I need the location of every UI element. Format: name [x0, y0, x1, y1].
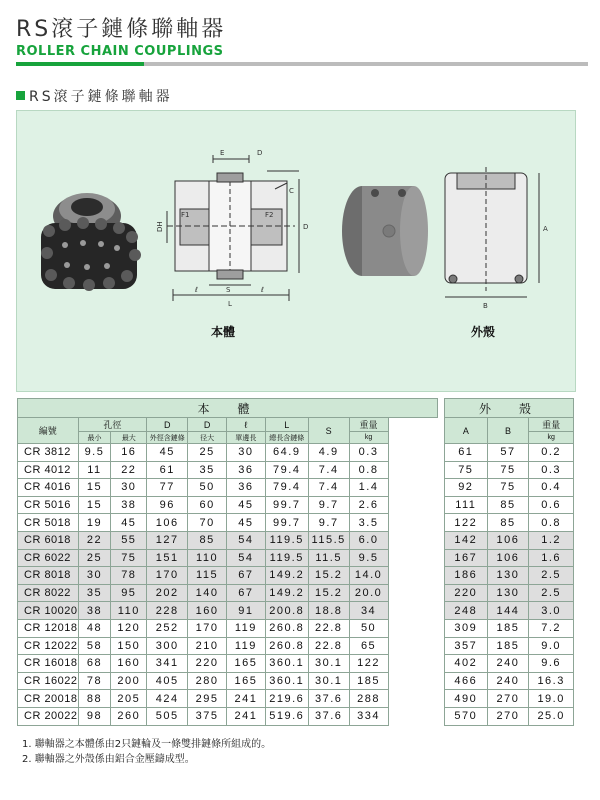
- cell-S: 37.6: [308, 690, 349, 708]
- page-title-cn: RS滾子鏈條聯軸器: [16, 17, 227, 42]
- cell-D: 252: [147, 619, 188, 637]
- title-divider-accent: [16, 62, 144, 66]
- table-row: [445, 531, 574, 549]
- cell-B: 106: [487, 549, 529, 567]
- cell-A: 309: [445, 619, 488, 637]
- table-row: [18, 549, 438, 567]
- cell-l: 165: [226, 672, 265, 690]
- cell-bore-max: 120: [111, 619, 147, 637]
- cell-B: 240: [487, 672, 529, 690]
- cell-shell-weight: 0.8: [529, 514, 574, 532]
- cell-B: 185: [487, 637, 529, 655]
- cell-L: 99.7: [265, 514, 308, 532]
- coupling-photo: [41, 193, 141, 291]
- dim-A: A: [543, 225, 548, 233]
- section-title-text: RS滾子鏈條聯軸器: [29, 89, 173, 105]
- cell-shell-weight: 1.6: [529, 549, 574, 567]
- cell-D: 77: [147, 479, 188, 497]
- cell-S: 37.6: [308, 707, 349, 725]
- cell-shell-weight: 9.0: [529, 637, 574, 655]
- table-row: [445, 514, 574, 532]
- cell-shell-weight: 0.2: [529, 444, 574, 462]
- cell-DH: 220: [188, 655, 227, 673]
- table-row: [445, 496, 574, 514]
- table-row: [445, 707, 574, 725]
- cell-bore-min: 22: [78, 531, 111, 549]
- table-row: [18, 584, 438, 602]
- cell-D: 341: [147, 655, 188, 673]
- cell-DH: 160: [188, 602, 227, 620]
- table-row: [18, 655, 438, 673]
- body-label: 本體: [211, 325, 236, 339]
- header-DH-letter: D: [188, 418, 227, 432]
- cell-DH: 115: [188, 567, 227, 585]
- cell-A: 220: [445, 584, 488, 602]
- cell-l: 241: [226, 690, 265, 708]
- cell-bore-min: 38: [78, 602, 111, 620]
- cell-DH: 170: [188, 619, 227, 637]
- cell-bore-max: 95: [111, 584, 147, 602]
- cell-bore-max: 205: [111, 690, 147, 708]
- cell-A: 466: [445, 672, 488, 690]
- cell-shell-weight: 3.0: [529, 602, 574, 620]
- cell-D: 424: [147, 690, 188, 708]
- cell-bore-max: 30: [111, 479, 147, 497]
- cell-DH: 35: [188, 461, 227, 479]
- cell-D: 61: [147, 461, 188, 479]
- table-row: [18, 619, 438, 637]
- table-row: [445, 549, 574, 567]
- cell-model: CR 8022: [18, 584, 79, 602]
- table-row: [445, 637, 574, 655]
- cell-bore-max: 55: [111, 531, 147, 549]
- cell-weight: 34: [349, 602, 388, 620]
- table-row: [18, 602, 438, 620]
- header-D-desc: 外徑含鏈條: [147, 432, 188, 444]
- cell-D: 45: [147, 444, 188, 462]
- cell-DH: 70: [188, 514, 227, 532]
- cell-bore-min: 25: [78, 549, 111, 567]
- cell-A: 92: [445, 479, 488, 497]
- note-2: 2. 聯軸器之外殼係由鋁合金壓鑄成型。: [22, 754, 195, 765]
- cell-bore-max: 38: [111, 496, 147, 514]
- cell-B: 144: [487, 602, 529, 620]
- cell-l: 36: [226, 461, 265, 479]
- cell-model: CR 16022: [18, 672, 79, 690]
- cell-model: CR 6022: [18, 549, 79, 567]
- cell-S: 22.8: [308, 619, 349, 637]
- cell-L: 260.8: [265, 637, 308, 655]
- cell-l: 45: [226, 514, 265, 532]
- cell-l: 67: [226, 567, 265, 585]
- header-l-letter: ℓ: [226, 418, 265, 432]
- cell-weight: 3.5: [349, 514, 388, 532]
- cell-S: 7.4: [308, 461, 349, 479]
- cell-DH: 375: [188, 707, 227, 725]
- dim-C: C: [289, 187, 294, 195]
- cell-DH: 295: [188, 690, 227, 708]
- cell-S: 11.5: [308, 549, 349, 567]
- table-row: [445, 479, 574, 497]
- cell-S: 22.8: [308, 637, 349, 655]
- cell-L: 99.7: [265, 496, 308, 514]
- header-S: S: [308, 418, 349, 444]
- cell-bore-min: 78: [78, 672, 111, 690]
- cell-A: 167: [445, 549, 488, 567]
- cell-B: 75: [487, 461, 529, 479]
- cell-D: 228: [147, 602, 188, 620]
- cell-S: 9.7: [308, 514, 349, 532]
- cell-S: 15.2: [308, 584, 349, 602]
- header-bore-max: 最大: [111, 432, 147, 444]
- cell-S: 4.9: [308, 444, 349, 462]
- cell-shell-weight: 0.6: [529, 496, 574, 514]
- cell-B: 85: [487, 514, 529, 532]
- header-L-letter: L: [265, 418, 308, 432]
- cell-A: 142: [445, 531, 488, 549]
- cell-l: 119: [226, 619, 265, 637]
- cell-L: 360.1: [265, 655, 308, 673]
- table-row: [445, 567, 574, 585]
- cell-weight: 0.8: [349, 461, 388, 479]
- table-row: [18, 461, 438, 479]
- shell-section-drawing: [445, 167, 539, 297]
- table-row: [18, 637, 438, 655]
- table-row: [445, 444, 574, 462]
- cell-D: 151: [147, 549, 188, 567]
- cell-D: 505: [147, 707, 188, 725]
- table-row: [18, 672, 438, 690]
- cell-B: 57: [487, 444, 529, 462]
- cell-model: CR 12018: [18, 619, 79, 637]
- group-header-body: 本 體: [18, 399, 438, 418]
- cell-L: 119.5: [265, 549, 308, 567]
- notes: [22, 737, 271, 767]
- header-DH-desc: 径大: [188, 432, 227, 444]
- cell-S: 7.4: [308, 479, 349, 497]
- cell-shell-weight: 2.5: [529, 584, 574, 602]
- cell-bore-min: 15: [78, 479, 111, 497]
- cell-l: 91: [226, 602, 265, 620]
- cell-S: 115.5: [308, 531, 349, 549]
- cell-l: 54: [226, 531, 265, 549]
- cell-A: 402: [445, 655, 488, 673]
- table-row: [445, 619, 574, 637]
- cell-S: 15.2: [308, 567, 349, 585]
- cell-DH: 85: [188, 531, 227, 549]
- cell-model: CR 8018: [18, 567, 79, 585]
- cell-bore-max: 260: [111, 707, 147, 725]
- cell-DH: 210: [188, 637, 227, 655]
- cell-weight: 2.6: [349, 496, 388, 514]
- header-bore: 孔徑: [78, 418, 147, 432]
- cell-bore-min: 30: [78, 567, 111, 585]
- cell-B: 85: [487, 496, 529, 514]
- cell-bore-max: 22: [111, 461, 147, 479]
- cell-DH: 50: [188, 479, 227, 497]
- cell-shell-weight: 25.0: [529, 707, 574, 725]
- cell-model: CR 5016: [18, 496, 79, 514]
- table-row: [18, 479, 438, 497]
- cell-bore-max: 150: [111, 637, 147, 655]
- header-D-letter: D: [147, 418, 188, 432]
- group-header-shell: 外 殼: [445, 399, 574, 418]
- product-figure: [16, 110, 576, 392]
- cell-B: 240: [487, 655, 529, 673]
- dim-B: B: [483, 302, 488, 310]
- cell-weight: 14.0: [349, 567, 388, 585]
- cell-B: 106: [487, 531, 529, 549]
- table-row: [445, 602, 574, 620]
- cell-A: 248: [445, 602, 488, 620]
- cell-A: 111: [445, 496, 488, 514]
- dim-S: S: [226, 286, 231, 294]
- table-row: [18, 531, 438, 549]
- cell-L: 149.2: [265, 584, 308, 602]
- header-weight-unit: kg: [349, 432, 388, 444]
- cell-l: 119: [226, 637, 265, 655]
- cell-shell-weight: 7.2: [529, 619, 574, 637]
- table-row: [445, 672, 574, 690]
- cell-D: 96: [147, 496, 188, 514]
- dim-E: E: [220, 149, 225, 157]
- cell-bore-min: 58: [78, 637, 111, 655]
- cell-L: 360.1: [265, 672, 308, 690]
- cell-D: 170: [147, 567, 188, 585]
- cell-bore-min: 15: [78, 496, 111, 514]
- cell-S: 9.7: [308, 496, 349, 514]
- cell-A: 357: [445, 637, 488, 655]
- cell-weight: 20.0: [349, 584, 388, 602]
- cell-L: 149.2: [265, 567, 308, 585]
- cell-A: 61: [445, 444, 488, 462]
- cell-bore-max: 110: [111, 602, 147, 620]
- cell-A: 122: [445, 514, 488, 532]
- cell-shell-weight: 1.2: [529, 531, 574, 549]
- cell-L: 219.6: [265, 690, 308, 708]
- dim-l-left: ℓ: [195, 286, 198, 294]
- cell-model: CR 20022: [18, 707, 79, 725]
- table-row: [18, 514, 438, 532]
- cell-bore-min: 98: [78, 707, 111, 725]
- header-shell-weight: 重量: [529, 418, 574, 432]
- header-bore-min: 最小: [78, 432, 111, 444]
- cell-weight: 50: [349, 619, 388, 637]
- cell-L: 79.4: [265, 461, 308, 479]
- cell-L: 64.9: [265, 444, 308, 462]
- header-B: B: [487, 418, 529, 444]
- cell-A: 490: [445, 690, 488, 708]
- cell-bore-min: 19: [78, 514, 111, 532]
- cell-l: 241: [226, 707, 265, 725]
- cell-model: CR 4012: [18, 461, 79, 479]
- cell-l: 165: [226, 655, 265, 673]
- cell-weight: 1.4: [349, 479, 388, 497]
- cell-weight: 288: [349, 690, 388, 708]
- cell-l: 67: [226, 584, 265, 602]
- cell-DH: 25: [188, 444, 227, 462]
- note-1: 1. 聯軸器之本體係由2只鏈輪及一條雙排鏈條所組成的。: [22, 739, 272, 750]
- cell-L: 200.8: [265, 602, 308, 620]
- cell-S: 30.1: [308, 672, 349, 690]
- cell-S: 18.8: [308, 602, 349, 620]
- cell-D: 202: [147, 584, 188, 602]
- shell-photo: [342, 186, 428, 276]
- table-row: [18, 690, 438, 708]
- cell-shell-weight: 9.6: [529, 655, 574, 673]
- cell-DH: 60: [188, 496, 227, 514]
- cell-shell-weight: 2.5: [529, 567, 574, 585]
- cell-model: CR 20018: [18, 690, 79, 708]
- cell-model: CR 10020: [18, 602, 79, 620]
- cell-bore-min: 11: [78, 461, 111, 479]
- cell-weight: 122: [349, 655, 388, 673]
- cell-L: 119.5: [265, 531, 308, 549]
- shell-spec-table: [444, 398, 574, 726]
- cell-l: 54: [226, 549, 265, 567]
- cell-D: 405: [147, 672, 188, 690]
- header-L-desc: 總長含鏈條: [265, 432, 308, 444]
- cell-D: 127: [147, 531, 188, 549]
- cell-DH: 110: [188, 549, 227, 567]
- cell-D: 106: [147, 514, 188, 532]
- table-row: [18, 444, 438, 462]
- table-row: [18, 496, 438, 514]
- cell-bore-max: 16: [111, 444, 147, 462]
- cell-S: 30.1: [308, 655, 349, 673]
- cell-model: CR 3812: [18, 444, 79, 462]
- dim-F1: F1: [181, 211, 190, 219]
- cell-B: 75: [487, 479, 529, 497]
- cell-model: CR 12022: [18, 637, 79, 655]
- figure-drawing: [17, 111, 575, 391]
- cell-bore-max: 75: [111, 549, 147, 567]
- cell-A: 75: [445, 461, 488, 479]
- dim-l-right: ℓ: [261, 286, 264, 294]
- section-title: [16, 86, 173, 106]
- table-row: [445, 584, 574, 602]
- header-l-desc: 單邊長: [226, 432, 265, 444]
- dim-L: L: [228, 300, 232, 308]
- cell-weight: 9.5: [349, 549, 388, 567]
- cell-L: 79.4: [265, 479, 308, 497]
- cell-model: CR 5018: [18, 514, 79, 532]
- cell-bore-max: 200: [111, 672, 147, 690]
- cell-bore-min: 68: [78, 655, 111, 673]
- cell-shell-weight: 19.0: [529, 690, 574, 708]
- table-row: [445, 655, 574, 673]
- header-model: 編號: [18, 418, 79, 444]
- cell-model: CR 6018: [18, 531, 79, 549]
- dim-D-top: D: [257, 149, 263, 157]
- cell-B: 130: [487, 567, 529, 585]
- cell-DH: 140: [188, 584, 227, 602]
- cell-B: 130: [487, 584, 529, 602]
- cell-bore-min: 48: [78, 619, 111, 637]
- cell-B: 270: [487, 690, 529, 708]
- header-weight: 重量: [349, 418, 388, 432]
- header-A: A: [445, 418, 488, 444]
- cell-bore-min: 35: [78, 584, 111, 602]
- cell-bore-max: 78: [111, 567, 147, 585]
- cell-shell-weight: 0.3: [529, 461, 574, 479]
- body-section-drawing: [167, 155, 299, 301]
- shell-label: 外殼: [471, 325, 496, 339]
- table-row: [445, 690, 574, 708]
- cell-D: 300: [147, 637, 188, 655]
- cell-l: 36: [226, 479, 265, 497]
- cell-weight: 185: [349, 672, 388, 690]
- cell-bore-max: 160: [111, 655, 147, 673]
- cell-shell-weight: 0.4: [529, 479, 574, 497]
- cell-A: 186: [445, 567, 488, 585]
- cell-B: 185: [487, 619, 529, 637]
- page-title-en: ROLLER CHAIN COUPLINGS: [16, 44, 224, 59]
- cell-L: 519.6: [265, 707, 308, 725]
- cell-model: CR 16018: [18, 655, 79, 673]
- cell-bore-max: 45: [111, 514, 147, 532]
- table-row: [18, 567, 438, 585]
- cell-model: CR 4016: [18, 479, 79, 497]
- body-spec-table: [17, 398, 438, 726]
- cell-bore-min: 88: [78, 690, 111, 708]
- cell-bore-min: 9.5: [78, 444, 111, 462]
- cell-l: 30: [226, 444, 265, 462]
- cell-weight: 0.3: [349, 444, 388, 462]
- cell-weight: 334: [349, 707, 388, 725]
- square-bullet-icon: [16, 91, 25, 100]
- dim-F2: F2: [265, 211, 274, 219]
- header-shell-weight-unit: kg: [529, 432, 574, 444]
- cell-weight: 65: [349, 637, 388, 655]
- cell-A: 570: [445, 707, 488, 725]
- cell-B: 270: [487, 707, 529, 725]
- table-row: [445, 461, 574, 479]
- cell-weight: 6.0: [349, 531, 388, 549]
- dim-D: D: [303, 223, 309, 231]
- cell-L: 260.8: [265, 619, 308, 637]
- cell-shell-weight: 16.3: [529, 672, 574, 690]
- table-row: [18, 707, 438, 725]
- cell-DH: 280: [188, 672, 227, 690]
- dim-DH: DH: [156, 221, 164, 232]
- cell-l: 45: [226, 496, 265, 514]
